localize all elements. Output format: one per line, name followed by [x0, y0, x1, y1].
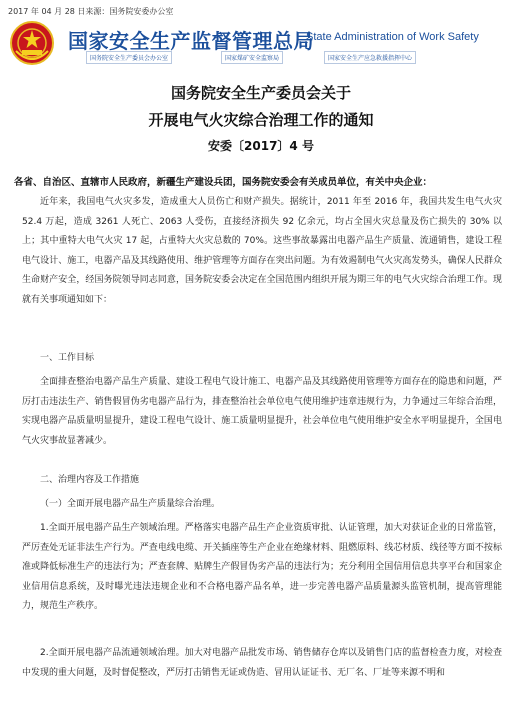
subnav-link-yingji[interactable]: 国家安全生产应急救援指挥中心	[324, 51, 416, 64]
agency-name-cn: 国家安全生产监督管理总局	[68, 29, 314, 53]
intro-paragraph: 近年来，我国电气火灾多发，造成重大人员伤亡和财产损失。据统计，2011 年至 2016 年，我国共发生电气火灾 52.4 万起，造成 3261 人死亡、2063 人受伤，直接经济损失 92 亿余元，均占全国火灾总量及伤亡损失的 30% 以上；其中重特大电气火灾 17 起，占重特大火灾总数的 70%。这些事故暴露出电器产品生产质量、流通销售，建设工程电气设计、施工，电器产品及其线路使用、维护管理等方面存在突出问题。为有效遏制电气火灾高发势头，确保人民群众生命财产安全，经国务院领导同志同意，国务院安委会决定在全国范围内组织开展为期三年的电气火灾综合治理工作。现就有关事项通知如下：	[22, 197, 502, 305]
section1-paragraph: 全面排查整治电器产品生产质量、建设工程电气设计施工、电器产品及其线路使用管理等方面存在的隐患和问题，严厉打击违法生产、销售假冒伪劣电器产品行为，排查整治社会单位电气使用维护违章违规行为，力争通过三年综合治理，实现电器产品质量明显提升，建设工程电气设计、施工质量明显提升，社会单位电气使用维护安全水平明显提升，全国电气火灾事故显著减少。	[22, 377, 502, 446]
site-header	[6, 18, 516, 68]
notice-title-line1: 国务院安全生产委员会关于	[170, 84, 351, 102]
item2-paragraph: 2.全面开展电器产品流通领域治理。加大对电器产品批发市场、销售储存仓库以及销售门店的监督检查力度，对检查中发现的重大问题，及时督促整改，严厉打击销售无证或伪造、冒用认证证书、无厂名、厂址等来源不明和	[22, 648, 502, 678]
agency-name-en: State Administration of Work Safety	[306, 31, 479, 43]
section1-heading: 一、工作目标	[40, 353, 95, 363]
subnav-link-anweihui[interactable]: 国务院安全生产委员会办公室	[86, 51, 172, 64]
dateline: 2017 年 04 月 28 日来源：国务院安委办公室	[8, 7, 174, 16]
subnav-link-meikuang[interactable]: 国家煤矿安全监察局	[221, 51, 283, 64]
item1-paragraph: 1.全面开展电器产品生产领域治理。严格落实电器产品生产企业资质审批、认证管理，加大对获证企业的日常监管，严厉查处无证非法生产行为。严查电线电缆、开关插座等生产企业在绝缘材料、阻燃原料、线芯材质、线径等方面不按标准或降低标准生产的违法行为；严查套牌、贴牌生产假冒伪劣产品的违法行为；充分利用全国信用信息共享平台和国家企业信用信息系统，及时曝光违法违规企业和不合格电器产品名单，进一步完善电器产品质量源头监管机制，提高管理能力，规范生产秩序。	[22, 523, 502, 611]
notice-title-line2: 开展电气火灾综合治理工作的通知	[148, 111, 374, 129]
document-number: 安委〔2017〕4 号	[208, 139, 314, 153]
salutation: 各省、自治区、直辖市人民政府，新疆生产建设兵团，国务院安委会有关成员单位，有关中央企业：	[14, 177, 433, 188]
section2-heading: 二、治理内容及工作措施	[40, 475, 140, 485]
section2-subheading: （一）全面开展电器产品生产质量综合治理。	[40, 499, 221, 509]
national-emblem-icon	[10, 21, 54, 65]
